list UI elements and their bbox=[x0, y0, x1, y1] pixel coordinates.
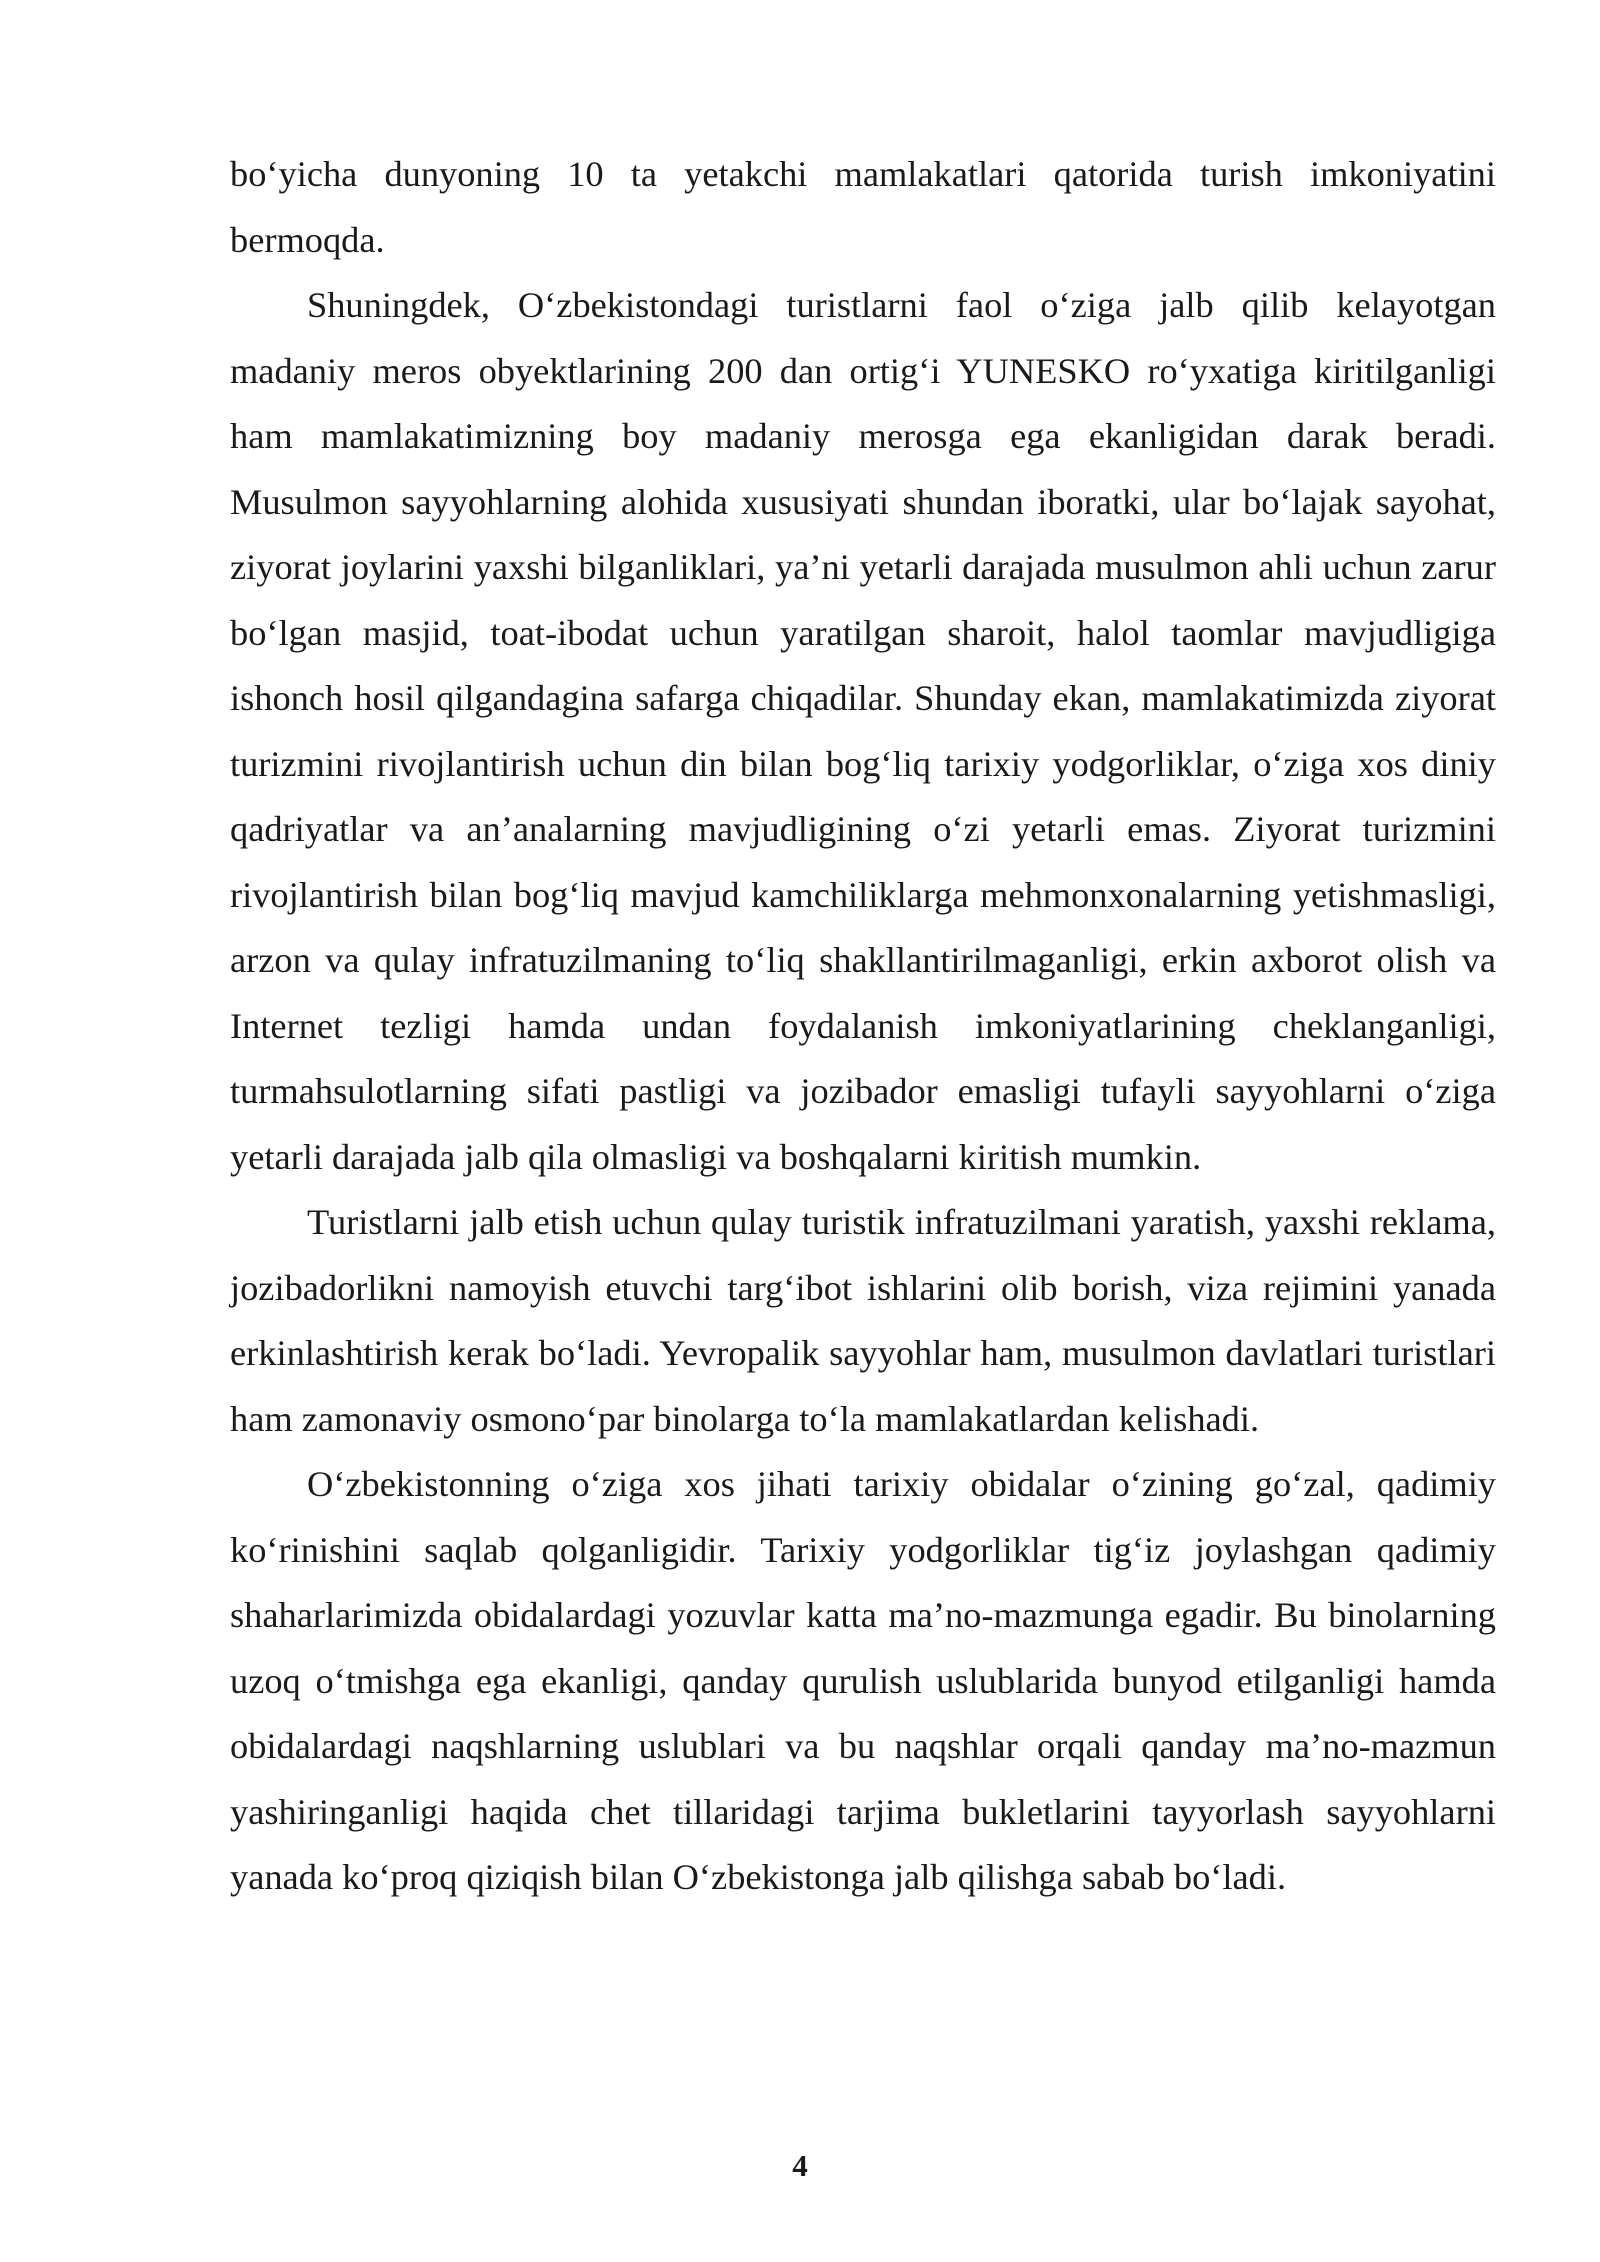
paragraph-historical-monuments: O‘zbekistonning o‘ziga xos jihati tarixiy obidalar o‘zining go‘zal, qadimiy ko‘rinishini saqlab qolganligidir. Tarixiy yodgorliklar tig‘iz joylashgan qadimiy shaharlarimizda obidalardagi yozuvlar katta ma’no-mazmunga egadir. Bu binolarning uzoq o‘tmishga ega ekanligi, qanday qurulish uslublarida bunyod etilganligi hamda obidalardagi naqshlarning uslublari va bu naqshlar orqali qanday ma’no-mazmun yashiringanligi haqida chet tillaridagi tarjima bukletlarini tayyorlash sayyohlarni yanada ko‘proq qiziqish bilan O‘zbekistonga jalb qilishga sabab bo‘ladi. bbox=[230, 1464, 1496, 1897]
body-text bbox=[230, 142, 1496, 1911]
paragraph-continuation: bo‘yicha dunyoning 10 ta yetakchi mamlakatlari qatorida turish imkoniyatini bermoqda. bbox=[230, 154, 1496, 260]
paragraph-cultural-heritage: Shuningdek, O‘zbekistondagi turistlarni faol o‘ziga jalb qilib kelayotgan madaniy meros obyektlarining 200 dan ortig‘i YUNESKO ro‘yxatiga kiritilganligi ham mamlakatimizning boy madaniy merosga ega ekanligidan darak beradi. Musulmon sayyohlarning alohida xususiyati shundan iboratki, ular bo‘lajak sayohat, ziyorat joylarini yaxshi bilganliklari, ya’ni yetarli darajada musulmon ahli uchun zarur bo‘lgan masjid, toat-ibodat uchun yaratilgan sharoit, halol taomlar mavjudligiga ishonch hosil qilgandagina safarga chiqadilar. Shunday ekan, mamlakatimizda ziyorat turizmini rivojlantirish uchun din bilan bog‘liq tarixiy yodgorliklar, o‘ziga xos diniy qadriyatlar va an’analarning mavjudligining o‘zi yetarli emas. Ziyorat turizmini rivojlantirish bilan bog‘liq mavjud kamchiliklarga mehmonxonalarning yetishmasligi, arzon va qulay infratuzilmaning to‘liq shakllantirilmaganligi, erkin axborot olish va Internet tezligi hamda undan foydalanish imkoniyatlarining cheklanganligi, turmahsulotlarning sifati pastligi va jozibador emasligi tufayli sayyohlarni o‘ziga yetarli darajada jalb qila olmasligi va boshqalarni kiritish mumkin. bbox=[230, 285, 1496, 1177]
paragraph-tourist-infrastructure: Turistlarni jalb etish uchun qulay turistik infratuzilmani yaratish, yaxshi reklama, jozibadorlikni namoyish etuvchi targ‘ibot ishlarini olib borish, viza rejimini yanada erkinlashtirish kerak bo‘ladi. Yevropalik sayyohlar ham, musulmon davlatlari turistlari ham zamonaviy osmono‘par binolarga to‘la mamlakatlardan kelishadi. bbox=[230, 1202, 1496, 1439]
page-number: 4 bbox=[792, 2148, 808, 2183]
